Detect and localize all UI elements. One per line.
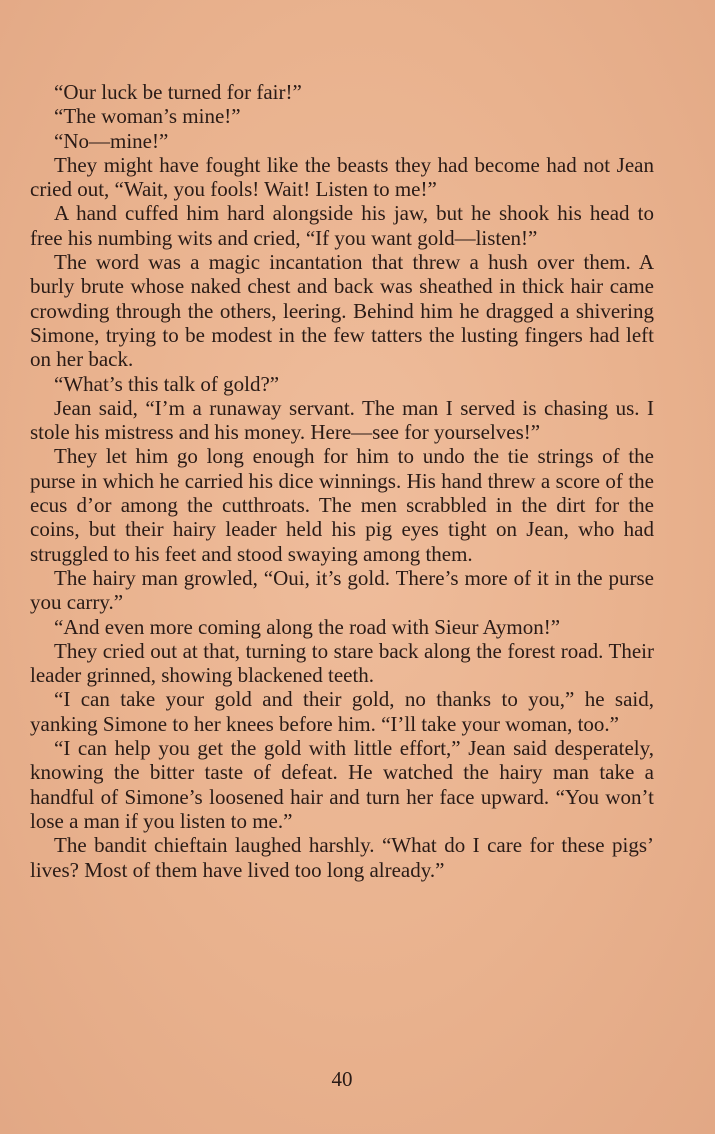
- paragraph: The bandit chieftain laughed harshly. “What do I care for these pigs’ lives? Most of them have lived too long already.”: [30, 833, 654, 882]
- paragraph: The word was a magic incantation that threw a hush over them. A burly brute whose naked chest and back was sheathed in thick hair came crowding through the others, leering. Behind him he dragged a shivering Simone, trying to be modest in the few tatters the lusting fingers had left on her back.: [30, 250, 654, 372]
- paragraph: The hairy man growled, “Oui, it’s gold. There’s more of it in the purse you carry.”: [30, 565, 654, 615]
- body-text: [30, 80, 654, 882]
- paragraph: A hand cuffed him hard alongside his jaw, but he shook his head to free his numbing wits and cried, “If you want gold—listen!”: [30, 201, 654, 250]
- paragraph: “I can take your gold and their gold, no thanks to you,” he said, yanking Simone to her knees before him. “I’ll take your woman, too.”: [30, 687, 654, 736]
- paragraph: They might have fought like the beasts they had become had not Jean cried out, “Wait, you fools! Wait! Listen to me!”: [30, 152, 654, 202]
- paragraph: “And even more coming along the road with Sieur Aymon!”: [54, 614, 561, 639]
- paragraph: “I can help you get the gold with little effort,” Jean said desperately, knowing the bitter taste of defeat. He watched the hairy man take a handful of Simone’s loosened hair and turn her face upward. “You won’t lose a man if you listen to me.”: [30, 736, 654, 833]
- paragraph: They cried out at that, turning to stare back along the forest road. Their leader grinned, showing blackened teeth.: [30, 638, 654, 688]
- paragraph: “No—mine!”: [54, 128, 169, 153]
- paragraph: Jean said, “I’m a runaway servant. The man I served is chasing us. I stole his mistress and his money. Here—see for yourselves!”: [30, 395, 654, 445]
- paragraph: “What’s this talk of gold?”: [54, 371, 280, 396]
- book-page: [30, 80, 654, 1120]
- paragraph: They let him go long enough for him to undo the tie strings of the purse in which he carried his dice winnings. His hand threw a score of the ecus d’or among the cutthroats. The men scrabbled in the dirt for the coins, but their hairy leader held his pig eyes tight on Jean, who had struggled to his feet and stood swaying among them.: [30, 444, 654, 566]
- paragraph: “Our luck be turned for fair!”: [54, 80, 302, 104]
- paragraph: “The woman’s mine!”: [54, 104, 241, 129]
- page-number: 40: [331, 1067, 353, 1091]
